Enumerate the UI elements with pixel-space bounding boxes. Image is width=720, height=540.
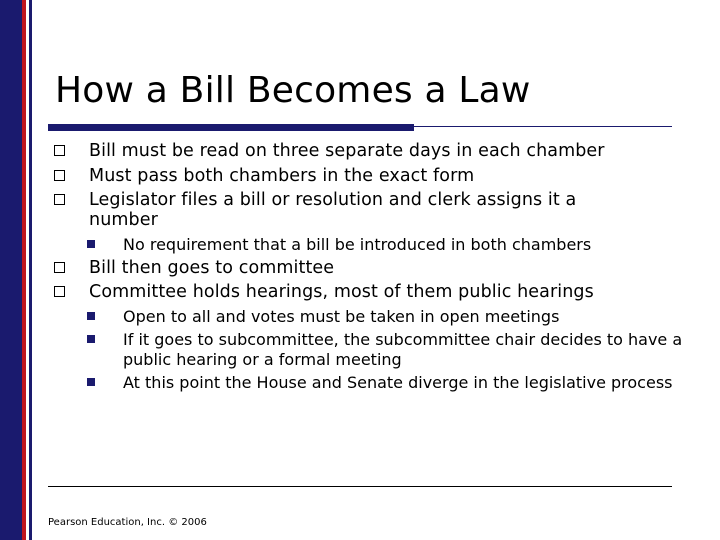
- hollow-square-bullet-icon: [54, 286, 65, 297]
- bullet-item: [52, 141, 692, 161]
- filled-square-bullet-icon: [87, 378, 95, 386]
- bullet-item: [52, 166, 692, 186]
- sub-bullet-item: [52, 307, 692, 327]
- title-underline-thin: [48, 126, 672, 127]
- left-border-navy-thin: [29, 0, 32, 540]
- sub-bullet-text: At this point the House and Senate diverge in the legislative process: [123, 372, 673, 392]
- bullet-item: [52, 282, 692, 302]
- bullet-text: Bill then goes to committee: [89, 257, 335, 278]
- left-border-navy: [0, 0, 22, 540]
- bullet-item: [52, 190, 649, 230]
- bullet-list: [52, 141, 692, 396]
- bullet-text: Legislator files a bill or resolution and clerk assigns it a number: [89, 190, 577, 230]
- sub-bullet-item: [52, 330, 693, 370]
- bullet-text: Bill must be read on three separate days in each chamber: [89, 141, 605, 161]
- sub-bullet-text: No requirement that a bill be introduced in both chambers: [123, 234, 592, 254]
- bullet-text: Must pass both chambers in the exact form: [89, 165, 475, 186]
- sub-bullet-text: If it goes to subcommittee, the subcommittee chair decides to have a public hearing or a formal meeting: [123, 329, 683, 369]
- sub-bullet-item: [52, 373, 720, 393]
- hollow-square-bullet-icon: [54, 170, 65, 181]
- hollow-square-bullet-icon: [54, 145, 65, 156]
- hollow-square-bullet-icon: [54, 194, 65, 205]
- filled-square-bullet-icon: [87, 312, 95, 320]
- bullet-text: Committee holds hearings, most of them public hearings: [89, 282, 594, 302]
- hollow-square-bullet-icon: [54, 262, 65, 273]
- sub-bullet-item: [52, 235, 692, 255]
- filled-square-bullet-icon: [87, 240, 95, 248]
- footer-copyright: Pearson Education, Inc. © 2006: [48, 517, 207, 528]
- sub-bullet-text: Open to all and votes must be taken in open meetings: [123, 306, 560, 326]
- slide-title: How a Bill Becomes a Law: [55, 70, 531, 111]
- footer-divider: [48, 486, 672, 487]
- bullet-item: [52, 258, 692, 278]
- filled-square-bullet-icon: [87, 335, 95, 343]
